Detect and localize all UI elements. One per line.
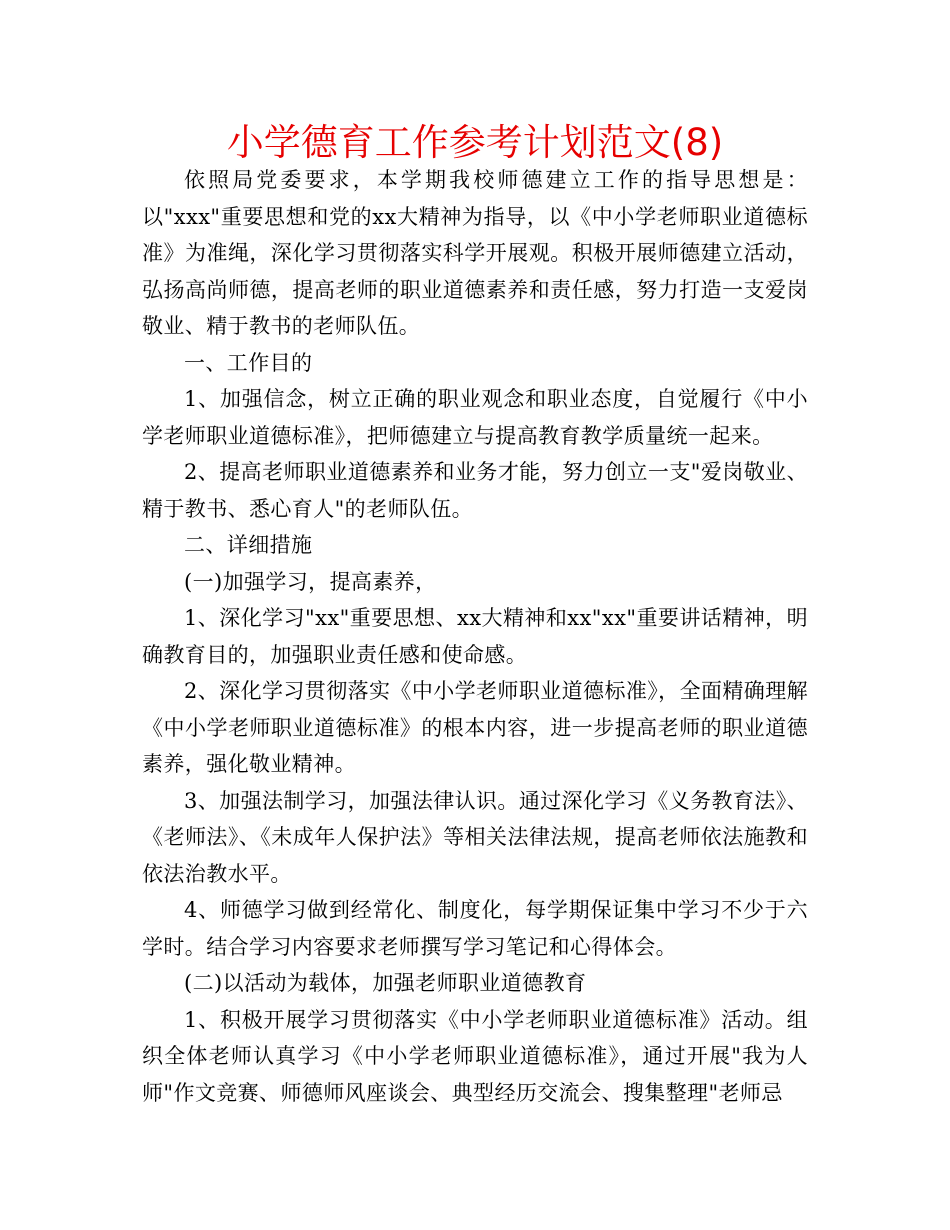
paragraph-measure-3: 3、加强法制学习，加强法律认识。通过深化学习《义务教育法》、《老师法》、《未成年人保护法》等相关法律法规，提高老师依法施教和依法治教水平。 <box>142 788 808 886</box>
subsection-heading-study: (一)加强学习，提高素养， <box>184 569 437 594</box>
section-heading-work-goals: 一、工作目的 <box>184 350 313 375</box>
paragraph-measure-1: 1、深化学习"xx"重要思想、xx大精神和xx"xx"重要讲话精神，明确教育目的，加强职业责任感和使命感。 <box>142 606 808 667</box>
paragraph-measure-2: 2、深化学习贯彻落实《中小学老师职业道德标准》，全面精确理解《中小学老师职业道德标准》的根本内容，进一步提高老师的职业道德素养，强化敬业精神。 <box>142 679 808 776</box>
paragraph-goal-2: 2、提高老师职业道德素养和业务才能，努力创立一支"爱岗敬业、精于教书、悉心育人"的老师队伍。 <box>142 460 808 521</box>
document-body <box>142 162 808 1111</box>
subsection-heading-activities: (二)以活动为载体，加强老师职业道德教育 <box>184 971 587 995</box>
paragraph-goal-1: 1、加强信念，树立正确的职业观念和职业态度，自觉履行《中小学老师职业道德标准》，把师德建立与提高教育教学质量统一起来。 <box>142 387 808 448</box>
paragraph-measure-4: 4、师德学习做到经常化、制度化，每学期保证集中学习不少于六学时。结合学习内容要求老师撰写学习笔记和心得体会。 <box>142 898 808 959</box>
document-title: 小学德育工作参考计划范文(8) <box>226 121 724 164</box>
paragraph-activity-1: 1、积极开展学习贯彻落实《中小学老师职业道德标准》活动。组织全体老师认真学习《中小学老师职业道德标准》，通过开展"我为人师"作文竞赛、师德师风座谈会、典型经历交流会、搜集整理"老师忌 <box>142 1007 808 1105</box>
section-heading-measures: 二、详细措施 <box>184 533 313 557</box>
paragraph-guiding-thought: 依照局党委要求，本学期我校师德建立工作的指导思想是：以"xxx"重要思想和党的xx大精神为指导，以《中小学老师职业道德标准》为准绳，深化学习贯彻落实科学开展观。积极开展师德建立活动，弘扬高尚师德，提高老师的职业道德素养和责任感，努力打造一支爱岗敬业、精于教书的老师队伍。 <box>142 168 808 338</box>
